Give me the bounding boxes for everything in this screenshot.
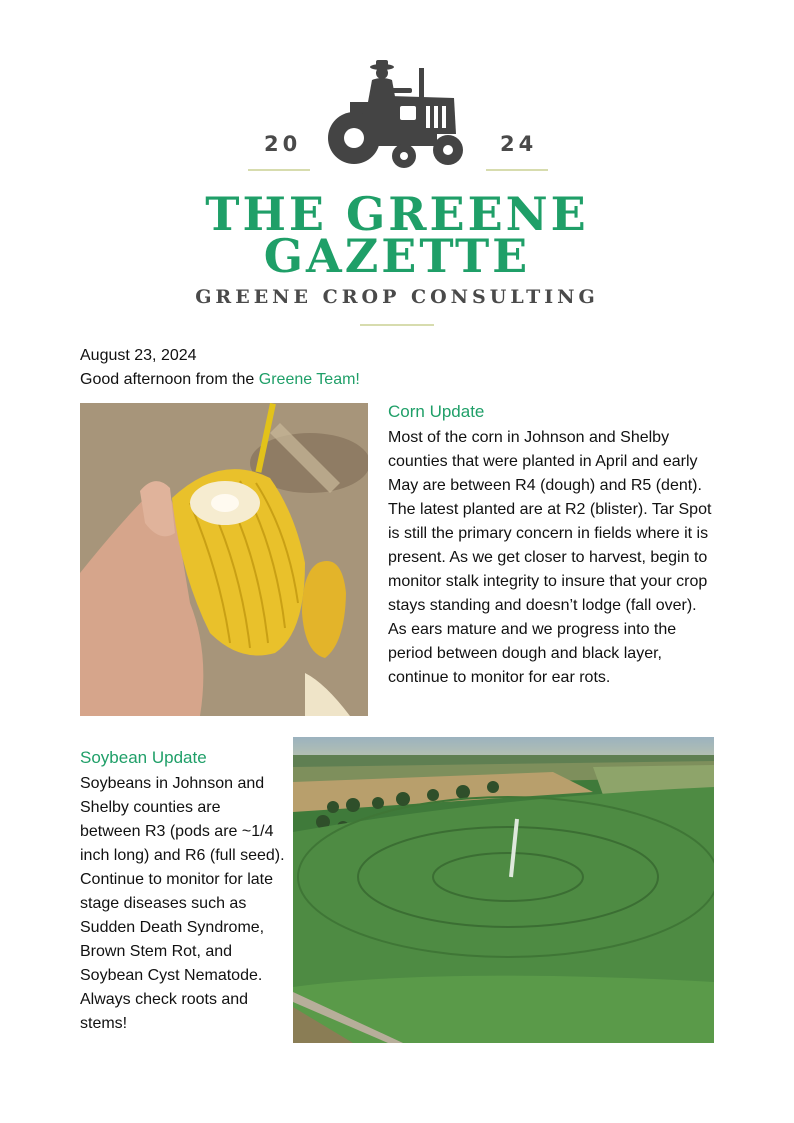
greeting-highlight: Greene Team! [258, 371, 360, 388]
issue-date: August 23, 2024 [80, 347, 197, 364]
corn-update-body: Most of the corn in Johnson and Shelby counties that were planted in April and early May are between R4 (dough) and R5 (dent). The latest planted are at R2 (blister). Tar Spot is still the primary concern in fields where it is present. As we get closer to harvest, begin to monitor stalk integrity to insure that your crop stays standing and doesn’t lodge (fall over). As ears mature and we progress into the period between dough and black layer, continue to monitor for ear rots. [388, 429, 712, 686]
company-name: GREENE CROP CONSULTING [195, 286, 599, 308]
tractor-logo [322, 58, 472, 173]
aerial-field-photo [293, 737, 714, 1043]
soybean-update-heading: Soybean Update [80, 748, 207, 767]
greeting [80, 368, 360, 392]
tractor-icon [322, 58, 472, 173]
greeting-prefix: Good afternoon from the [80, 371, 259, 388]
divider-right [486, 169, 548, 171]
year-left: 20 [264, 132, 302, 156]
year-right: 24 [500, 132, 538, 156]
divider-center [360, 324, 434, 326]
soybean-update-body: Soybeans in Johnson and Shelby counties are between R3 (pods are ~1/4 inch long) and R6 (full seed). Continue to monitor for late stage diseases such as Sudden Death Syndrome, Brown Stem Rot, and Soybean Cyst Nematode. Always check roots and stems! [80, 775, 285, 1032]
divider-left [248, 169, 310, 171]
corn-update-heading: Corn Update [388, 402, 485, 421]
newsletter-title-line1: THE GREENE [205, 187, 589, 241]
corn-ear-photo [80, 403, 368, 716]
newsletter-title-line2: GAZETTE [263, 229, 531, 283]
